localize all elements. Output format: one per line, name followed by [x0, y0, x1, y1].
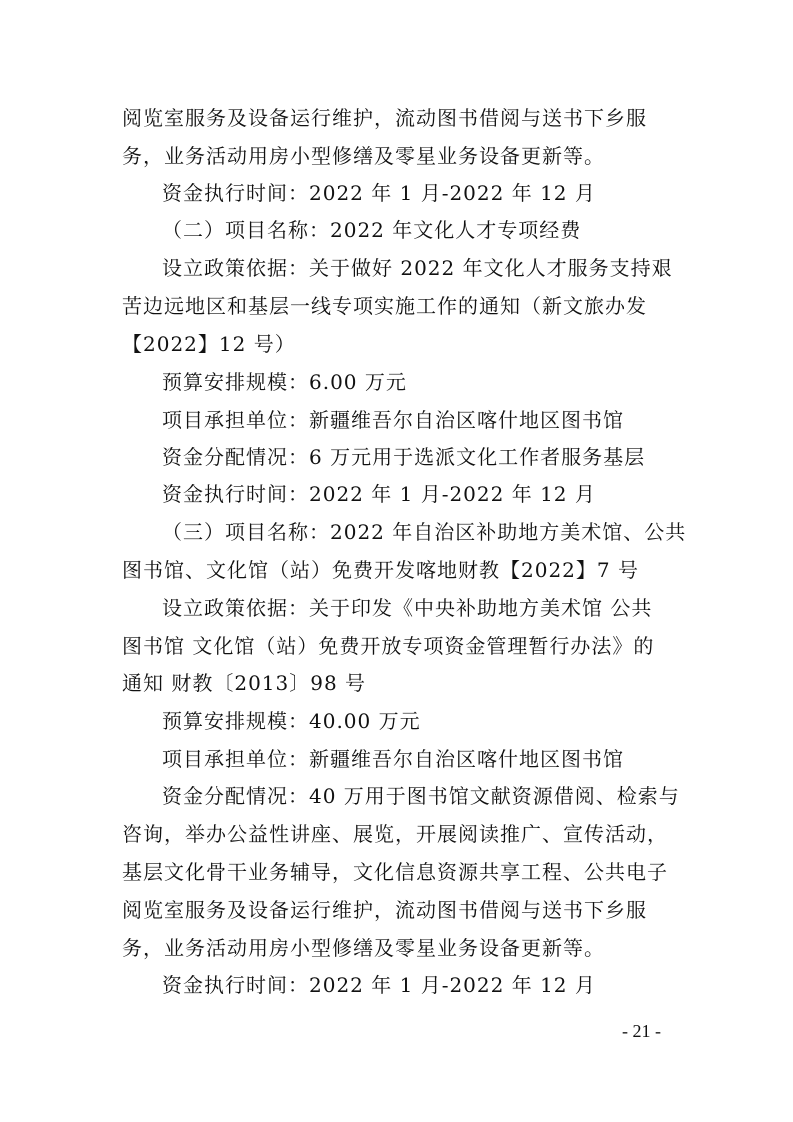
text-line: 通知 财教〔2013〕98 号 [122, 671, 367, 695]
text-line: 阅览室服务及设备运行维护，流动图书借阅与送书下乡服 [122, 898, 647, 922]
section-heading: （二）项目名称：2022 年文化人才专项经费 [162, 218, 582, 242]
page-number: - 21 - [622, 1021, 661, 1041]
text-line: 设立政策依据：关于做好 2022 年文化人才服务支持艰 [162, 256, 673, 280]
text-line: 务，业务活动用房小型修缮及零星业务设备更新等。 [122, 936, 605, 960]
text-line: 资金分配情况：40 万用于图书馆文献资源借阅、检索与 [162, 784, 680, 808]
text-line: 预算安排规模：6.00 万元 [162, 370, 407, 394]
text-line: 项目承担单位：新疆维吾尔自治区喀什地区图书馆 [162, 747, 624, 771]
text-line: 资金执行时间：2022 年 1 月-2022 年 12 月 [162, 181, 596, 205]
text-line: 咨询，举办公益性讲座、展览，开展阅读推广、宣传活动， [122, 822, 668, 846]
text-line: 【2022】12 号） [122, 332, 296, 356]
text-line: 项目承担单位：新疆维吾尔自治区喀什地区图书馆 [162, 408, 624, 432]
text-line: 图书馆 文化馆（站）免费开放专项资金管理暂行办法》的 [122, 634, 655, 658]
text-line: 预算安排规模：40.00 万元 [162, 709, 421, 733]
text-line: 阅览室服务及设备运行维护，流动图书借阅与送书下乡服 [122, 106, 647, 130]
text-line: 苦边远地区和基层一线专项实施工作的通知（新文旅办发 [122, 294, 647, 318]
text-line: 务，业务活动用房小型修缮及零星业务设备更新等。 [122, 144, 605, 168]
section-heading: （三）项目名称：2022 年自治区补助地方美术馆、公共 [162, 520, 687, 544]
text-line: 基层文化骨干业务辅导，文化信息资源共享工程、公共电子 [122, 860, 668, 884]
text-line: 设立政策依据：关于印发《中央补助地方美术馆 公共 [162, 596, 653, 620]
text-line: 资金执行时间：2022 年 1 月-2022 年 12 月 [162, 973, 596, 997]
text-line: 资金分配情况：6 万元用于选派文化工作者服务基层 [162, 445, 646, 469]
text-line: 资金执行时间：2022 年 1 月-2022 年 12 月 [162, 482, 596, 506]
text-line: 图书馆、文化馆（站）免费开发喀地财教【2022】7 号 [122, 558, 639, 582]
